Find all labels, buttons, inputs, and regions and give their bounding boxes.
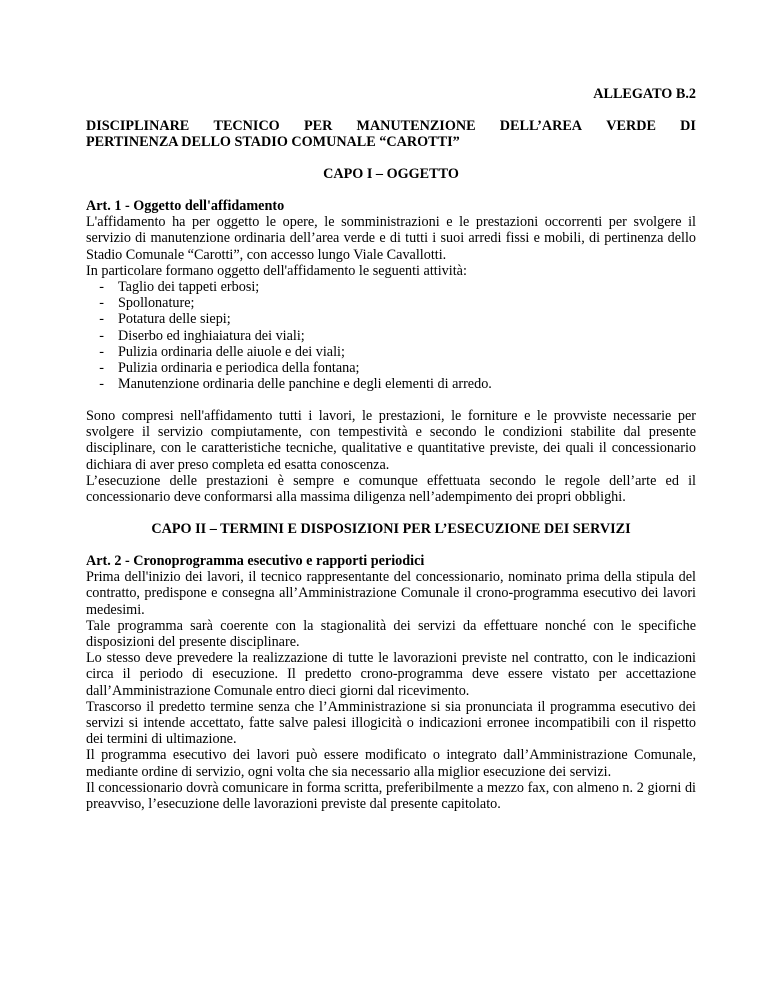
text-line: svolgere il servizio compiutamente, con tempestività e secondo le condizioni stabilite dal presente — [86, 424, 696, 441]
title-word: DISCIPLINARE — [86, 118, 190, 134]
article-1 — [86, 198, 696, 392]
text-line: Trascorso il predetto termine senza che l’Amministrazione si sia pronunciata il programma — [86, 698, 616, 715]
text-line: concessionario deve conformarsi alla massima diligenza nell’adempimento dei propri obblighi. — [86, 489, 626, 506]
article-1-intro — [86, 214, 696, 263]
text-line: L'affidamento ha per oggetto le opere, le somministrazioni e le prestazioni occorrenti per svolgere il — [86, 214, 696, 231]
paragraph — [86, 650, 696, 699]
text-line: Sono compresi nell'affidamento tutti i lavori, le prestazioni, le forniture e le provviste necessarie per — [86, 408, 696, 424]
list-intro: In particolare formano oggetto dell'affidamento le seguenti attività: — [86, 262, 467, 279]
title-word: VERDE — [606, 118, 656, 134]
text-line: accettazione dall’Amministrazione Comunale entro dieci giorni dal ricevimento. — [86, 666, 697, 699]
text-line: L’esecuzione delle prestazioni è sempre e comunque effettuata secondo le regole dell’arte ed il — [86, 472, 696, 489]
paragraph — [86, 473, 696, 505]
text-line: dello Stadio Comunale “Carotti”, con accesso lungo Viale Cavallotti. — [86, 230, 696, 263]
list-item-text: Pulizia ordinaria e periodica della fontana; — [118, 360, 360, 377]
text-line: disciplinare, con le caratteristiche tecniche, qualitative e quantitative previste, dei quali il — [86, 440, 607, 457]
list-item-text: Diserbo ed inghiaiatura dei viali; — [118, 327, 305, 344]
list-item — [86, 295, 696, 311]
list-item-text: Manutenzione ordinaria delle panchine e degli elementi di arredo. — [118, 376, 492, 393]
document-title — [86, 118, 696, 150]
list-item-text: Potatura delle siepi; — [118, 311, 231, 328]
text-line: Prima dell'inizio dei lavori, il tecnico rappresentante del concessionario, nominato prima della — [86, 569, 632, 586]
list-item-text: Pulizia ordinaria delle aiuole e dei viali; — [118, 343, 345, 360]
text-line: esecutivo dei servizi si intende accettato, fatte salve palesi illogicità o indicazioni erronee — [86, 698, 696, 732]
list-item-text: Spollonature; — [118, 295, 195, 312]
list-item — [86, 344, 696, 360]
text-line: stipula del contratto, predispone e consegna all’Amministrazione Comunale il crono-programma — [86, 569, 696, 602]
text-line: servizio di manutenzione ordinaria dell’area verde e di tutti i suoi arredi fissi e mobili, di pertinenza — [86, 230, 664, 247]
text-line: Comunale, mediante ordine di servizio, ogni volta che sia necessario alla miglior esecuzione dei — [86, 747, 696, 780]
title-line-1 — [86, 118, 696, 134]
article-2 — [86, 553, 696, 812]
paragraph — [86, 699, 696, 748]
paragraph — [86, 408, 696, 473]
title-word: TECNICO — [213, 118, 280, 134]
list-item — [86, 360, 696, 376]
text-line: Il programma esecutivo dei lavori può essere modificato o integrato dall’Amministrazione — [86, 747, 628, 764]
list-item-text: Taglio dei tappeti erbosi; — [118, 279, 260, 296]
title-line-2: PERTINENZA DELLO STADIO COMUNALE “CAROTTI” — [86, 134, 460, 151]
text-line: Il concessionario dovrà comunicare in forma scritta, preferibilmente a mezzo fax, con almeno n. 2 — [86, 779, 644, 796]
dash-bullet-icon: - — [99, 279, 104, 296]
capo-2-heading: CAPO II – TERMINI E DISPOSIZIONI PER L’ESECUZIONE DEI SERVIZI — [151, 521, 631, 537]
list-item — [86, 328, 696, 344]
dash-bullet-icon: - — [99, 295, 104, 312]
dash-bullet-icon: - — [99, 343, 104, 360]
article-2-heading: Art. 2 - Cronoprogramma esecutivo e rapporti periodici — [86, 553, 425, 569]
title-word: MANUTENZIONE — [356, 118, 476, 134]
list-item — [86, 311, 696, 327]
attachment-label: ALLEGATO B.2 — [593, 86, 696, 102]
dash-bullet-icon: - — [99, 376, 104, 393]
activities-list — [86, 279, 696, 392]
text-line: concessionario dichiara di aver preso completa ed esatta conoscenza. — [86, 440, 697, 473]
dash-bullet-icon: - — [99, 311, 104, 328]
text-line: Lo stesso deve prevedere la realizzazione di tutte le lavorazioni previste nel contratto, con le — [86, 650, 629, 667]
paragraph — [86, 780, 696, 812]
title-word: DI — [680, 118, 696, 134]
text-line: incompatibili con il rispetto dei termini di ultimazione. — [86, 715, 696, 748]
list-item — [86, 376, 696, 392]
text-line: giorni di preavviso, l’esecuzione delle lavorazioni previste dal presente capitolato. — [86, 779, 696, 813]
text-line: disposizioni del presente disciplinare. — [86, 634, 300, 651]
title-word: PER — [303, 118, 333, 134]
text-line: indicazioni circa il periodo di esecuzione. Il predetto crono-programma deve essere vistato per — [86, 650, 696, 683]
article-1-continued — [86, 408, 696, 505]
text-line: servizi. — [569, 763, 612, 780]
paragraph — [86, 569, 696, 618]
paragraph — [86, 747, 696, 779]
dash-bullet-icon: - — [99, 327, 104, 344]
dash-bullet-icon: - — [99, 360, 104, 377]
list-item — [86, 279, 696, 295]
capo-1-heading: CAPO I – OGGETTO — [323, 166, 459, 182]
title-word: DELL’AREA — [499, 118, 583, 134]
text-line: Tale programma sarà coerente con la stagionalità dei servizi da effettuare nonché con le specifiche — [86, 617, 696, 634]
article-1-heading: Art. 1 - Oggetto dell'affidamento — [86, 198, 285, 214]
text-line: esecutivo dei lavori medesimi. — [86, 585, 696, 618]
paragraph — [86, 618, 696, 650]
